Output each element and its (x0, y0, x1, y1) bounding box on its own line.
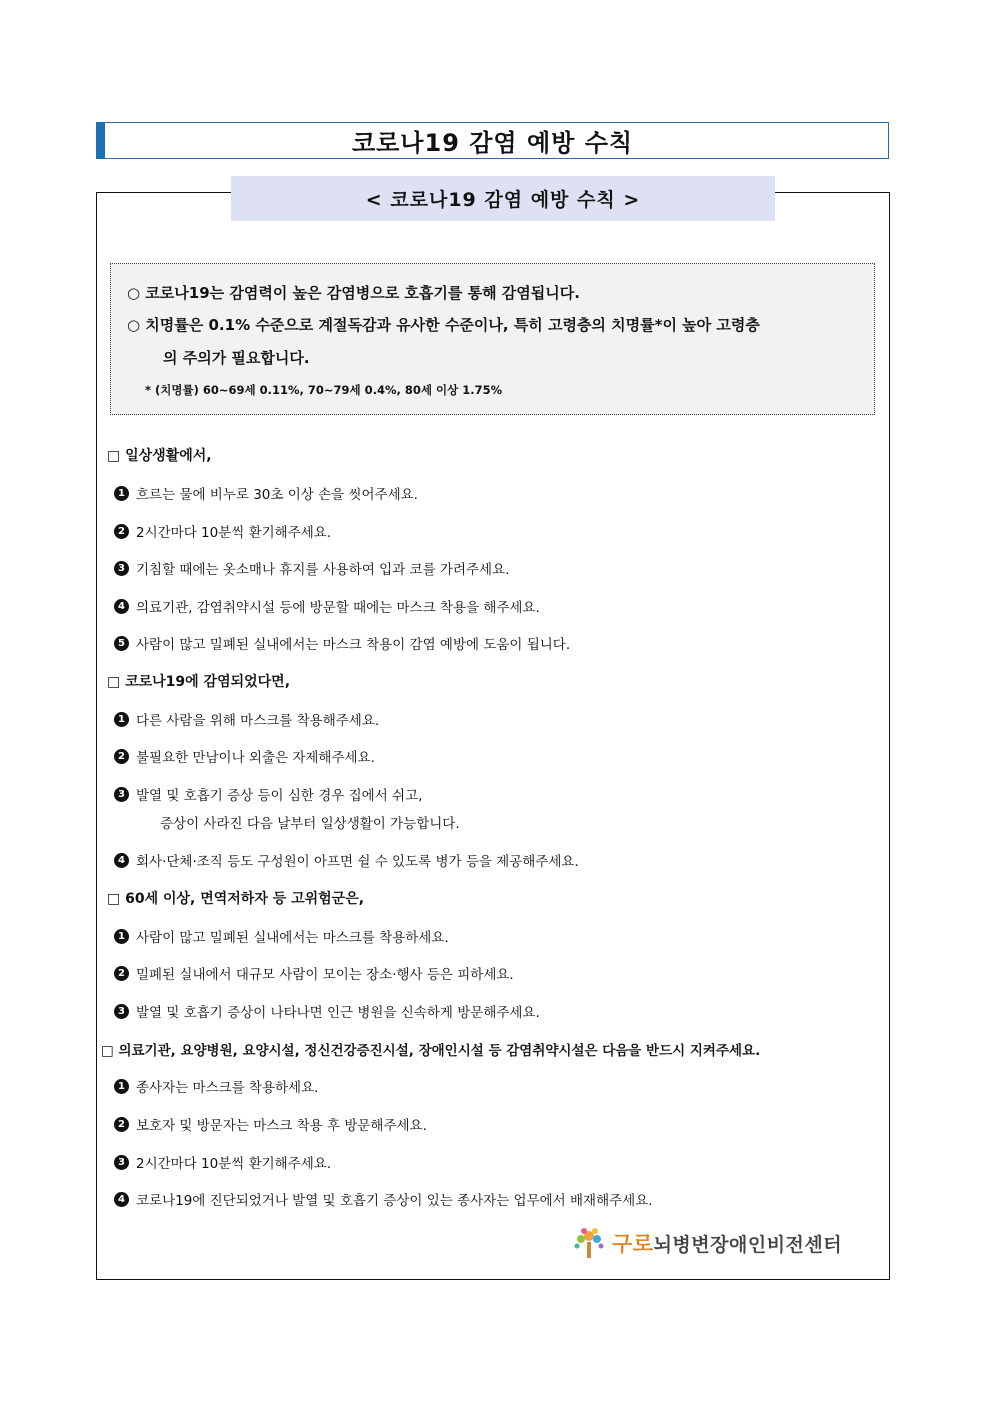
list-item (114, 633, 570, 653)
list-item (114, 850, 579, 870)
number-badge: 2 (114, 749, 129, 764)
item-text: 흐르는 물에 비누로 30초 이상 손을 씻어주세요. (136, 487, 418, 503)
list-item (114, 784, 422, 804)
item-text: 코로나19에 진단되었거나 발열 및 호흡기 증상이 있는 종사자는 업무에서 배재해주세요. (136, 1193, 653, 1209)
number-badge: 2 (114, 1117, 129, 1132)
number-badge: 5 (114, 636, 129, 651)
number-badge: 1 (114, 929, 129, 944)
number-badge: 4 (114, 1192, 129, 1207)
section-heading-high-risk: □ 60세 이상, 면역저하자 등 고위험군은, (107, 891, 365, 907)
item-text: 발열 및 호흡기 증상이 나타나면 인근 병원을 신속하게 방문해주세요. (136, 1005, 540, 1021)
section-heading-if-infected: □ 코로나19에 감염되었다면, (107, 674, 291, 690)
item-text: 종사자는 마스크를 착용하세요. (136, 1080, 319, 1096)
number-badge: 4 (114, 853, 129, 868)
box-subtitle: < 코로나19 감염 예방 수칙 > (231, 176, 775, 221)
item-continuation-text: 증상이 사라진 다음 날부터 일상생활이 가능합니다. (160, 816, 460, 832)
number-badge: 2 (114, 966, 129, 981)
number-badge: 3 (114, 787, 129, 802)
list-item (114, 709, 379, 729)
item-text: 회사·단체·조직 등도 구성원이 아프면 쉴 수 있도록 병가 등을 제공해주세요. (136, 854, 579, 870)
list-item (114, 963, 514, 983)
fatality-rate-note: * (치명률) 60~69세 0.11%, 70~79세 0.4%, 80세 이상 1.75% (145, 383, 503, 397)
list-item (114, 1114, 427, 1134)
document-title: 코로나19 감염 예방 수칙 (351, 129, 634, 157)
number-badge: 3 (114, 1155, 129, 1170)
item-text: 발열 및 호흡기 증상 등이 심한 경우 집에서 쉬고, (136, 788, 423, 804)
number-badge: 1 (114, 712, 129, 727)
list-item (114, 483, 418, 503)
list-item (114, 596, 540, 616)
list-item (114, 1189, 653, 1209)
list-item (114, 558, 509, 578)
tree-logo-icon (572, 1226, 606, 1260)
list-item (114, 1076, 318, 1096)
number-badge: 4 (114, 599, 129, 614)
item-text: 기침할 때에는 옷소매나 휴지를 사용하여 입과 코를 가려주세요. (136, 562, 510, 578)
item-text: 2시간마다 10분씩 환기해주세요. (136, 525, 332, 541)
list-item (114, 1001, 540, 1021)
list-item (114, 1152, 331, 1172)
title-accent-bar (96, 122, 105, 159)
item-text: 다른 사람을 위해 마스크를 착용해주세요. (136, 713, 380, 729)
number-badge: 3 (114, 1004, 129, 1019)
item-text: 사람이 많고 밀폐된 실내에서는 마스크 착용이 감염 예방에 도움이 됩니다. (136, 637, 571, 653)
organization-logo (572, 1226, 842, 1260)
logo-wordmark (612, 1228, 842, 1258)
section-heading-vulnerable-facilities: □ 의료기관, 요양병원, 요양시설, 정신건강증진시설, 장애인시설 등 감염취약시설은 다음을 반드시 지켜주세요. (101, 1043, 761, 1059)
document-title-box (96, 122, 889, 159)
number-badge: 1 (114, 486, 129, 501)
number-badge: 1 (114, 1079, 129, 1094)
info-box (110, 263, 875, 415)
item-text: 밀폐된 실내에서 대규모 사람이 모이는 장소·행사 등은 피하세요. (136, 967, 514, 983)
list-item (114, 746, 375, 766)
number-badge: 3 (114, 561, 129, 576)
item-text: 2시간마다 10분씩 환기해주세요. (136, 1156, 332, 1172)
list-item (114, 521, 331, 541)
item-text: 보호자 및 방문자는 마스크 착용 후 방문해주세요. (136, 1118, 427, 1134)
list-item (114, 926, 449, 946)
item-text: 의료기관, 감염취약시설 등에 방문할 때에는 마스크 착용을 해주세요. (136, 600, 540, 616)
logo-text-center: 뇌병변장애인비전센터 (653, 1234, 843, 1256)
info-line-1: ○ 코로나19는 감염력이 높은 감염병으로 호흡기를 통해 감염됩니다. (127, 284, 580, 302)
info-line-2: ○ 치명률은 0.1% 수준으로 계절독감과 유사한 수준이나, 특히 고령층의 치명률*이 높아 고령층 (127, 316, 760, 334)
number-badge: 2 (114, 524, 129, 539)
item-text: 사람이 많고 밀폐된 실내에서는 마스크를 착용하세요. (136, 930, 449, 946)
section-heading-daily-life: □ 일상생활에서, (107, 448, 212, 464)
info-line-3: 의 주의가 필요합니다. (163, 349, 310, 367)
item-text: 불필요한 만남이나 외출은 자제해주세요. (136, 750, 375, 766)
logo-text-guro: 구로 (612, 1232, 654, 1256)
